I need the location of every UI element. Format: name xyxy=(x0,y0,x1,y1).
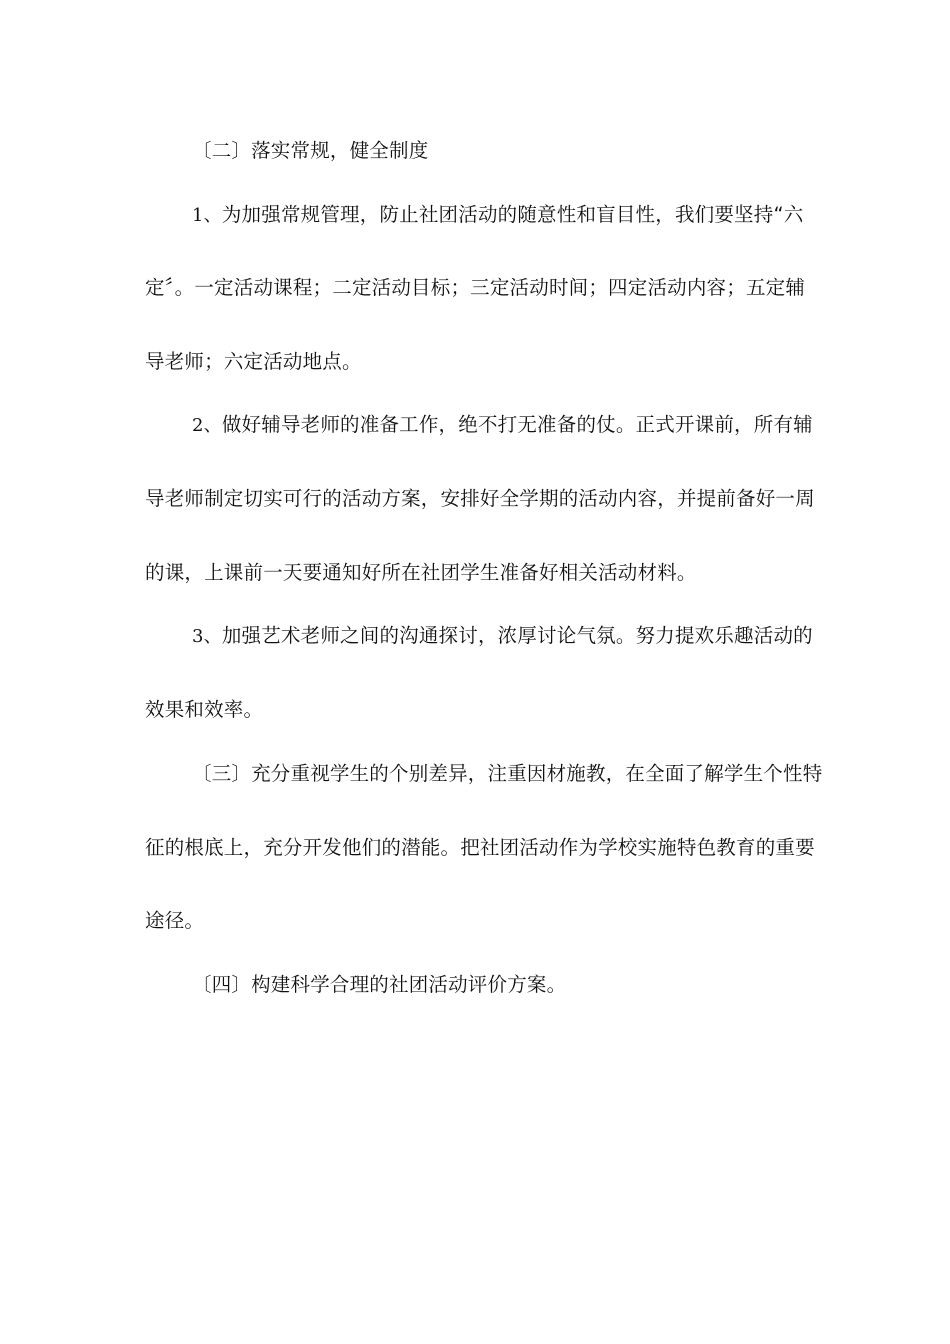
paragraph-item-1-line-1 xyxy=(192,203,803,228)
item-number: 3、 xyxy=(192,626,222,647)
paragraph-text: 导老师制定切实可行的活动方案，安排好全学期的活动内容，并提前备好一周 xyxy=(145,487,815,510)
section-heading-3-line-1 xyxy=(192,762,822,786)
paragraph-text: 加强艺术老师之间的沟通探讨，浓厚讨论气氛。努力提欢乐趣活动的 xyxy=(221,624,813,647)
paragraph-item-3-line-2 xyxy=(145,698,263,722)
section-heading-2 xyxy=(192,139,428,163)
paragraph-item-2-line-1 xyxy=(192,413,813,438)
item-number: 2、 xyxy=(192,415,222,436)
heading-text: 〔二〕落实常规，健全制度 xyxy=(192,139,429,162)
paragraph-item-1-line-2 xyxy=(145,276,805,300)
paragraph-text: 导老师；六定活动地点。 xyxy=(145,350,362,373)
paragraph-item-3-line-1 xyxy=(192,624,813,649)
paragraph-item-2-line-3 xyxy=(145,561,697,585)
paragraph-text: 为加强常规管理，防止社团活动的随意性和盲目性，我们要坚持“六 xyxy=(221,203,804,226)
paragraph-text: 效果和效率。 xyxy=(145,698,264,721)
paragraph-text: 定〞。一定活动课程；二定活动目标；三定活动时间；四定活动内容；五定辅 xyxy=(145,276,806,299)
paragraph-text: 途径。 xyxy=(145,909,205,932)
paragraph-text: 征的根底上，充分开发他们的潜能。把社团活动作为学校实施特色教育的重要 xyxy=(145,836,815,859)
paragraph-item-2-line-2 xyxy=(145,487,815,511)
paragraph-item-1-line-3 xyxy=(145,350,362,374)
heading-text: 〔四〕构建科学合理的社团活动评价方案。 xyxy=(192,973,567,996)
item-number: 1、 xyxy=(192,205,222,226)
heading-text: 〔三〕充分重视学生的个别差异，注重因材施教，在全面了解学生个性特 xyxy=(192,762,823,785)
paragraph-text: 的课，上课前一天要通知好所在社团学生准备好相关活动材料。 xyxy=(145,561,697,584)
section-heading-4 xyxy=(192,973,566,997)
paragraph-text: 做好辅导老师的准备工作，绝不打无准备的仗。正式开课前，所有辅 xyxy=(221,413,813,436)
section-heading-3-line-2 xyxy=(145,836,815,860)
section-heading-3-line-3 xyxy=(145,909,204,933)
